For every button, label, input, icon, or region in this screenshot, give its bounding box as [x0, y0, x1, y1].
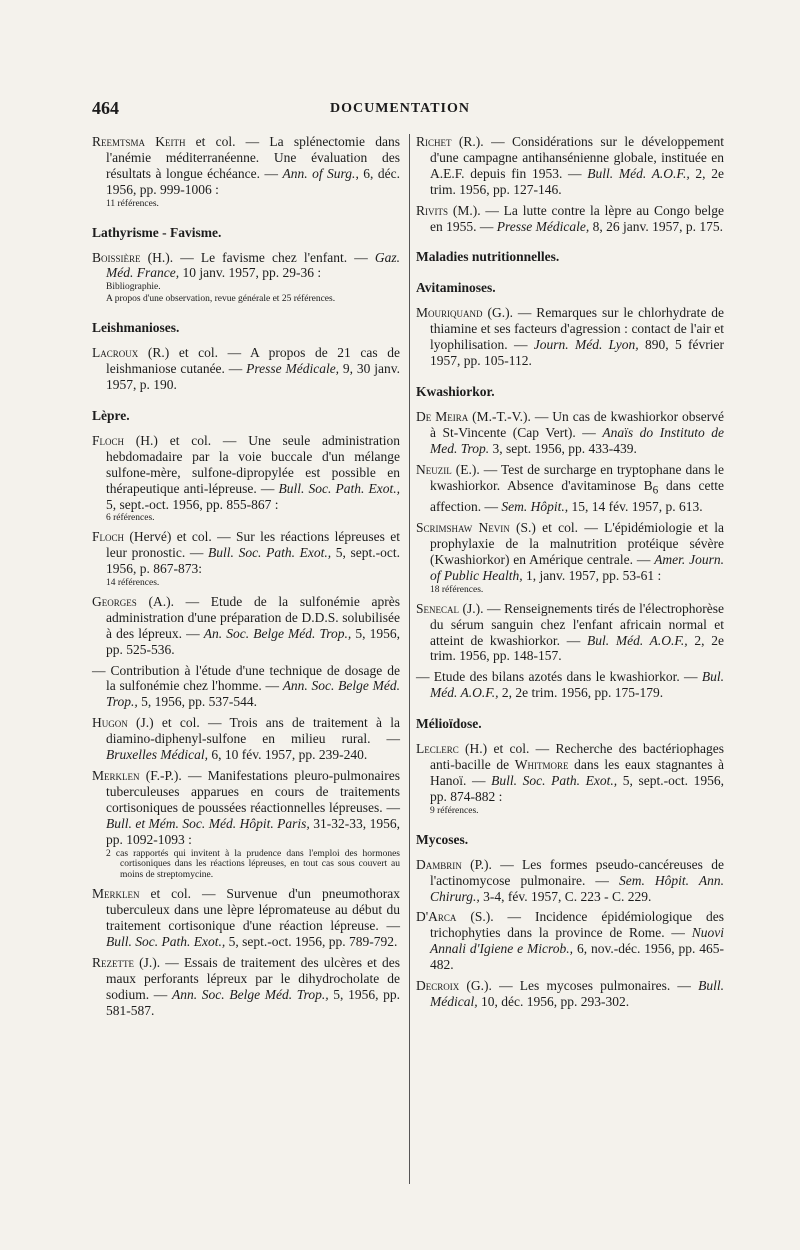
reference-entry	[416, 409, 724, 457]
reference-text: dans cette affection. —	[430, 477, 724, 515]
author-name: Mouriquand	[416, 305, 483, 321]
author-name: Dambrin	[416, 856, 462, 872]
reference-text: — Contribution à l'étude d'une technique de dosage de la sulfonémie chez l'homme. —	[92, 662, 400, 694]
reference-note: 2 cas rapportés qui invitent à la prudence dans l'emploi des hormones cortisoniques dans les réactions lépreuses, en tout cas sous couvert au moins de streptomycine.	[106, 848, 400, 881]
author-name: Floch	[92, 432, 125, 448]
journal-source: Bruxelles Médical,	[106, 747, 208, 763]
journal-source: An. Soc. Belge Méd. Trop.,	[203, 625, 352, 641]
reference-details: 5, sept.-oct. 1956, pp. 789-792.	[225, 933, 398, 949]
reference-text: (F.-P.). — Manifestations pleuro-pulmonaires tuberculeuses apparues en cours de traitements cortisoniques de poussées réactionnelles lépreuses. —	[106, 768, 400, 815]
reference-entry	[92, 345, 400, 393]
reference-entry	[416, 305, 724, 369]
section-heading: Lèpre.	[92, 407, 130, 423]
reference-text: (J.) et col. — Trois ans de traitement à la diamino-diphenyl-sulfone en milieu rural. —	[106, 715, 400, 747]
reference-details: 5, sept.-oct. 1956, p. 867-873:	[106, 545, 400, 577]
journal-source: Sem. Hôpit. Ann. Chirurg.,	[430, 872, 724, 904]
reference-text: (M.). — La lutte contre la lèpre au Congo belge en 1955. —	[430, 202, 724, 234]
page-number: 464	[92, 98, 119, 118]
journal-source: Ann. Soc. Belge Méd. Trop.,	[172, 986, 329, 1002]
author-name: Rivits	[416, 202, 449, 218]
reference-details: 10 janv. 1957, pp. 29-36 :	[179, 265, 322, 281]
reference-details: 1, janv. 1957, pp. 53-61 :	[522, 567, 662, 583]
reference-details: 31-32-33, 1956, pp. 1092-1093 :	[106, 815, 400, 847]
subscript: 6	[652, 484, 659, 497]
reference-note: 14 références.	[106, 578, 160, 589]
reference-note: Bibliographie.	[106, 282, 161, 293]
journal-source: Presse Médicale,	[246, 361, 340, 377]
reference-entry	[92, 886, 400, 950]
reference-details: 890, 5 février 1957, pp. 105-112.	[430, 337, 724, 369]
column-divider	[409, 134, 410, 1184]
reference-details: 3-4, fév. 1957, C. 223 - C. 229.	[479, 888, 652, 904]
author-name: Whitmore	[514, 757, 569, 773]
reference-text: (A.). — Etude de la sulfonémie après administration d'une préparation de D.D.S. solubilisée à des lépreux. —	[106, 593, 400, 641]
reference-details: 2, 2e trim. 1956, pp. 148-157.	[430, 632, 724, 664]
reference-note: 9 références.	[430, 805, 479, 816]
reference-text: — Etude des bilans azotés dans le kwashiorkor. —	[416, 669, 702, 685]
journal-source: Gaz. Méd. France,	[106, 249, 400, 281]
reference-details: 8, 26 janv. 1957, p. 175.	[589, 218, 723, 234]
reference-entry	[416, 741, 724, 817]
author-name: Boissière	[92, 249, 141, 265]
reference-text: (M.-T.-V.). — Un cas de kwashiorkor observé à St-Vincente (Cap Vert). —	[430, 409, 724, 440]
reference-details: 2, 2e trim. 1956, pp. 175-179.	[498, 685, 664, 701]
journal-source: Bull. et Mém. Soc. Méd. Hôpit. Paris,	[106, 815, 310, 831]
journal-source: Journ. Méd. Lyon,	[533, 337, 639, 353]
reference-note: 18 références.	[430, 584, 484, 595]
reference-entry	[92, 433, 400, 524]
reference-note: A propos d'une observation, revue générale et 25 références.	[106, 294, 336, 305]
reference-note: 6 références.	[106, 513, 155, 524]
author-name: De Meira	[416, 409, 469, 425]
reference-text: et col. — Survenue d'un pneumothorax tuberculeux dans une lèpre lépromateuse au début du traitement cortisonique d'une réaction lépreuse. —	[106, 886, 400, 934]
reference-text: (H.) et col. — Une seule administration hebdomadaire par la voie buccale d'un mélange sulfone-mère, sulfone-dipropylée est possible en thérapeutique anti-lépreuse. —	[106, 432, 400, 496]
reference-entry	[92, 955, 400, 1019]
reference-details: 5, sept.-oct. 1956, pp. 874-882 :	[430, 772, 724, 804]
reference-text: (S.) et col. — L'épidémiologie et la prophylaxie de la malnutrition protéique sévère (Kwashiorkor) en Amérique centrale. —	[430, 520, 724, 567]
journal-source: Ann. of Surg.	[282, 165, 356, 181]
reference-details: 5, 1956, pp. 525-536.	[106, 625, 401, 657]
author-name: Neuzil	[416, 461, 452, 477]
reference-entry	[416, 601, 724, 665]
author-name: Senecal	[416, 600, 460, 616]
journal-source: Bull. Soc. Path. Exot.,	[278, 480, 400, 496]
reference-details: 5, 1956, pp. 581-587.	[106, 986, 400, 1018]
reference-entry	[416, 462, 724, 515]
reference-entry	[416, 520, 724, 596]
journal-source: Bul. Méd. A.O.F.,	[430, 669, 724, 701]
reference-text: et col. — La splénectomie dans l'anémie méditerranéenne. Une évaluation des résultats à longue échéance. —	[106, 134, 400, 181]
reference-entry	[92, 663, 400, 711]
journal-source: Amer. Journ. of Public Health,	[430, 552, 725, 583]
reference-details: 5, sept.-oct. 1956, pp. 855-867 :	[106, 496, 279, 512]
reference-details: 2, 2e trim. 1956, pp. 127-146.	[430, 165, 725, 197]
reference-text: dans les eaux stagnantes à Hanoï. —	[430, 757, 724, 788]
journal-source: Bul. Méd. A.O.F.,	[586, 632, 688, 648]
author-name: Leclerc	[416, 741, 459, 757]
reference-entry	[92, 250, 400, 306]
reference-details: 3, sept. 1956, pp. 433-439.	[489, 440, 637, 456]
reference-text: (H.). — Le favisme chez l'enfant. —	[140, 249, 375, 265]
author-name: Decroix	[416, 978, 460, 994]
author-name: Richet	[416, 134, 452, 149]
reference-entry	[416, 669, 724, 701]
author-name: Lacroux	[92, 345, 139, 361]
reference-text: (Hervé) et col. — Sur les réactions lépreuses et leur pronostic. —	[106, 529, 400, 561]
section-heading: Maladies nutritionnelles.	[416, 249, 560, 265]
section-heading: Leishmanioses.	[92, 320, 180, 336]
author-name: Merklen	[92, 768, 140, 783]
reference-text: (E.). — Test de surcharge en tryptophane dans le kwashiorkor. Absence d'avitaminose B	[430, 461, 724, 493]
reference-details: 10, déc. 1956, pp. 293-302.	[477, 993, 630, 1009]
journal-source: Nuovi Annali d'Igiene e Microb.,	[430, 925, 724, 957]
reference-details: 5, 1956, pp. 537-544.	[137, 694, 258, 710]
reference-details: , 6, déc. 1956, pp. 999-1006 :	[106, 165, 401, 197]
section-heading: Mycoses.	[416, 831, 469, 847]
journal-source: Ann. Soc. Belge Méd. Trop.,	[106, 678, 400, 710]
reference-text: (R.). — Considérations sur le développement d'une campagne antihansénienne globale, instituée en A.E.F. depuis fin 1953. —	[430, 134, 724, 181]
author-name: Rezette	[92, 954, 134, 970]
reference-text: (H.) et col. — Recherche des bactériophages anti-bacille de	[430, 741, 724, 773]
reference-details: 15, 14 fév. 1957, p. 613.	[568, 499, 703, 515]
reference-entry	[416, 857, 724, 905]
journal-source: Anaïs do Instituto de Med. Trop.	[430, 424, 724, 456]
reference-text: (P.). — Les formes pseudo-cancéreuses de l'actinomycose pulmonaire. —	[430, 856, 724, 888]
author-name: Hugon	[92, 715, 128, 731]
journal-source: Bull. Méd. A.O.F.,	[587, 165, 690, 181]
reference-text: (R.) et col. — A propos de 21 cas de leishmaniose cutanée. —	[106, 345, 400, 377]
author-name: Scrimshaw Nevin	[416, 520, 510, 536]
section-heading: Mélioïdose.	[416, 716, 482, 732]
journal-source: Bull. Médical,	[430, 978, 724, 1009]
reference-note: 11 références.	[106, 198, 159, 209]
reference-details: 6, nov.-déc. 1956, pp. 465-482.	[430, 941, 724, 973]
reference-text: (J.). — Renseignements tirés de l'électrophorèse du sérum sanguin chez l'enfant africain normal et atteint de kwashiorkor. —	[430, 600, 724, 648]
journal-source: Presse Médicale,	[496, 218, 590, 234]
journal-source: Bull. Soc. Path. Exot.,	[491, 772, 618, 788]
reference-text: (G.). — Les mycoses pulmonaires. —	[459, 978, 699, 994]
reference-text: (J.). — Essais de traitement des ulcères et des maux perforants lépreux par le dihydrocholate de sodium. —	[106, 954, 400, 1002]
reference-entry	[92, 529, 400, 589]
author-name: Merklen	[92, 886, 140, 902]
journal-source: Bull. Soc. Path. Exot.,	[208, 545, 332, 561]
subsection-heading: Avitaminoses.	[416, 280, 496, 296]
reference-text: (G.). — Remarques sur le chlorhydrate de thiamine et ses facteurs d'agression : contact de l'air et lyophilisation. —	[430, 305, 724, 353]
section-heading: Lathyrisme - Favisme.	[92, 224, 222, 240]
author-name: D'Arca	[416, 909, 457, 925]
author-name: Reemtsma Keith	[92, 134, 186, 149]
reference-entry	[92, 134, 400, 210]
reference-details: 6, 10 fév. 1957, pp. 239-240.	[207, 747, 368, 763]
author-name: Floch	[92, 529, 125, 545]
reference-entry	[92, 768, 400, 881]
reference-text: (S.). — Incidence épidémiologique des trichophyties dans la province de Rome. —	[430, 909, 724, 941]
reference-entry	[416, 909, 724, 973]
reference-entry	[92, 594, 400, 658]
reference-entry	[416, 134, 724, 198]
subsection-heading: Kwashiorkor.	[416, 384, 495, 400]
journal-source: Bull. Soc. Path. Exot.,	[106, 933, 226, 949]
reference-details: 9, 30 janv. 1957, p. 190.	[106, 361, 400, 392]
right-column	[416, 134, 724, 1015]
journal-source: Sem. Hôpit.,	[501, 499, 569, 515]
page-title: DOCUMENTATION	[329, 101, 471, 116]
author-name: Georges	[92, 593, 137, 609]
left-column	[92, 134, 400, 1024]
reference-entry	[416, 203, 724, 235]
reference-entry	[92, 715, 400, 763]
reference-entry	[416, 978, 724, 1010]
